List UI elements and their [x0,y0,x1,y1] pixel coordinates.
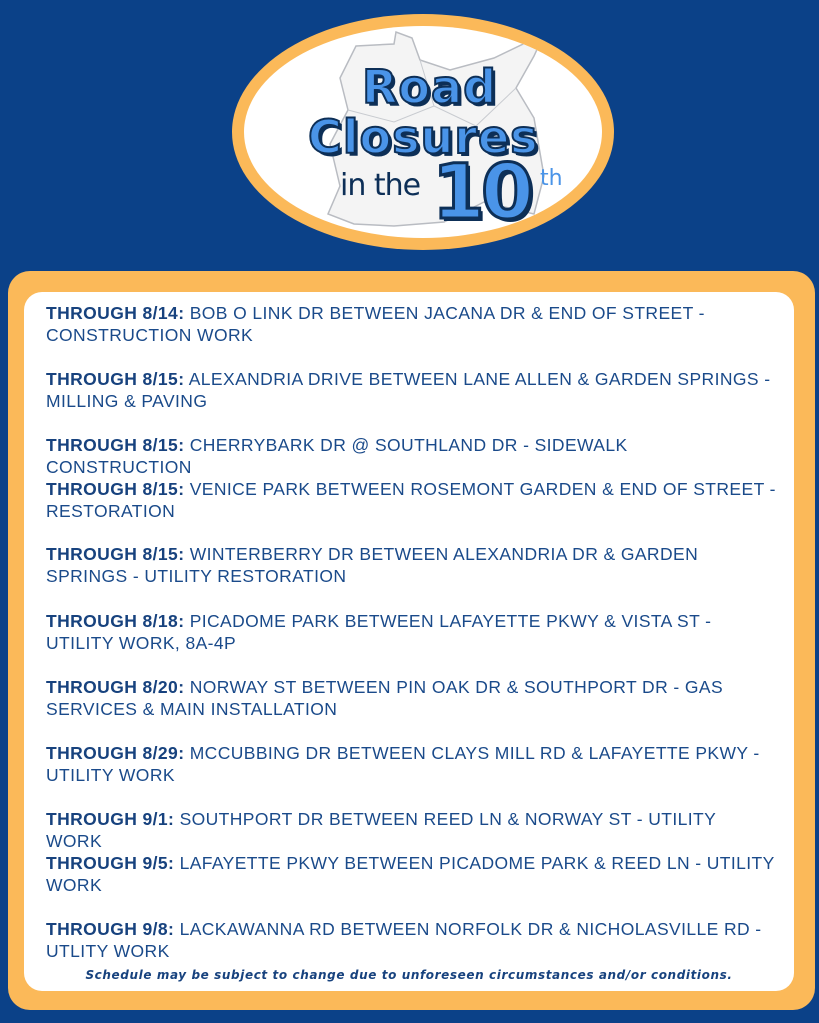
closure-date: THROUGH 8/14: [46,303,185,323]
closure-description: SOUTHPORT DR BETWEEN REED LN & NORWAY ST - UTILITY WORK [46,809,716,851]
closure-item [46,808,776,852]
closure-description: LACKAWANNA RD BETWEEN NORFOLK DR & NICHOLASVILLE RD - UTLITY WORK [46,919,762,961]
closure-item [46,676,776,720]
title-suffix: th [540,166,563,191]
closure-item [46,478,776,522]
closure-description: MCCUBBING DR BETWEEN CLAYS MILL RD & LAFAYETTE PKWY - UTILITY WORK [46,743,760,785]
closure-date: THROUGH 8/15: [46,544,185,564]
closure-date: THROUGH 9/5: [46,853,175,873]
closure-description: WINTERBERRY DR BETWEEN ALEXANDRIA DR & GARDEN SPRINGS - UTILITY RESTORATION [46,544,699,586]
closure-item [46,742,776,786]
closure-item [46,368,776,412]
closure-date: THROUGH 9/8: [46,919,175,939]
closure-description: NORWAY ST BETWEEN PIN OAK DR & SOUTHPORT DR - GAS SERVICES & MAIN INSTALLATION [46,677,724,719]
closure-date: THROUGH 8/15: [46,479,185,499]
closure-date: THROUGH 8/15: [46,435,185,455]
closure-description: PICADOME PARK BETWEEN LAFAYETTE PKWY & VISTA ST - UTILITY WORK, 8A-4P [46,611,712,653]
closures-card [24,292,794,991]
closure-description: LAFAYETTE PKWY BETWEEN PICADOME PARK & REED LN - UTILITY WORK [46,853,775,895]
closure-date: THROUGH 8/29: [46,743,185,763]
title-logo [232,14,614,250]
closure-item [46,918,776,962]
title-closures: Closures [308,110,539,164]
closure-item [46,610,776,654]
closure-description: CHERRYBARK DR @ SOUTHLAND DR - SIDEWALK CONSTRUCTION [46,435,628,477]
closure-description: ALEXANDRIA DRIVE BETWEEN LANE ALLEN & GARDEN SPRINGS - MILLING & PAVING [46,369,771,411]
closure-date: THROUGH 9/1: [46,809,175,829]
closure-date: THROUGH 8/15: [46,369,185,389]
title-road: Road [362,60,497,114]
closure-description: BOB O LINK DR BETWEEN JACANA DR & END OF STREET - CONSTRUCTION WORK [46,303,705,345]
closure-date: THROUGH 8/18: [46,611,185,631]
closure-item [46,434,776,478]
closure-description: VENICE PARK BETWEEN ROSEMONT GARDEN & END OF STREET - RESTORATION [46,479,776,521]
closure-item [46,852,776,896]
title-logo-inner [244,26,602,238]
title-number: 10 [432,147,530,236]
closure-date: THROUGH 8/20: [46,677,185,697]
closure-item [46,543,776,587]
closures-panel [8,271,815,1010]
title-in-the: in the [340,168,421,203]
schedule-disclaimer: Schedule may be subject to change due to unforeseen circumstances and/or conditions. [85,968,733,982]
closure-item [46,302,776,346]
